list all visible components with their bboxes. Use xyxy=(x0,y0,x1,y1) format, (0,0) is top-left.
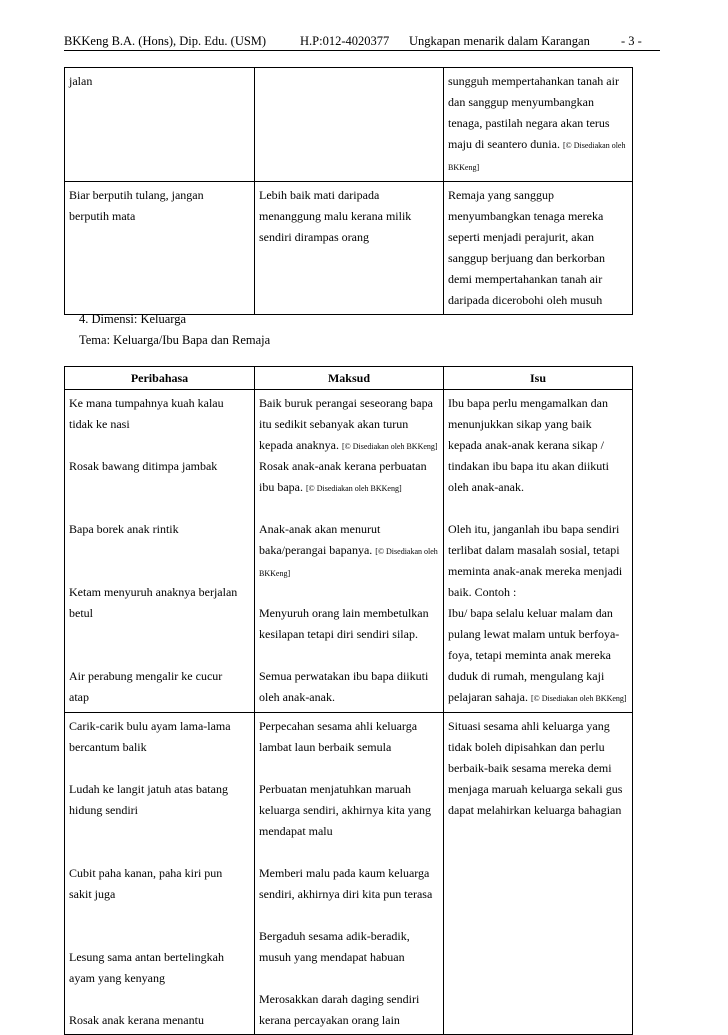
peribahasa-item: Carik-carik bulu ayam lama-lama bercantum balik xyxy=(69,719,231,754)
cell-peribahasa-group xyxy=(65,713,255,1035)
peribahasa-item: Air perabung mengalir ke cucur atap xyxy=(69,669,223,704)
cell-isu xyxy=(444,390,633,713)
header-page-number: - 3 - xyxy=(621,34,642,48)
table-header-row xyxy=(65,367,633,390)
copyright-note: [© Disediakan oleh BKKeng] xyxy=(341,442,438,451)
header-title: Ungkapan menarik dalam Karangan xyxy=(409,34,590,48)
maksud-item: Perbuatan menjatuhkan maruah keluarga sendiri, akhirnya kita yang mendapat malu xyxy=(259,782,432,838)
maksud-item xyxy=(259,393,439,456)
header-phone: H.P:012-4020377 xyxy=(300,34,390,48)
maksud-item xyxy=(259,456,439,519)
isu-paragraph: Ibu bapa perlu mengamalkan dan menunjukkan sikap yang baik kepada anak-anak kerana sikap / tindakan ibu bapa itu akan diikuti oleh anak-anak. xyxy=(448,396,609,494)
maksud-item: Perpecahan sesama ahli keluarga lambat laun berbaik semula xyxy=(259,719,418,754)
table-row xyxy=(65,68,633,182)
header-rule xyxy=(64,50,660,51)
maksud-item: Menyuruh orang lain membetulkan kesilapan tetapi diri sendiri silap. xyxy=(259,606,429,641)
peribahasa-item: Cubit paha kanan, paha kiri pun sakit juga xyxy=(69,866,223,901)
table-row xyxy=(65,713,633,1035)
peribahasa-item: Rosak anak kerana menantu xyxy=(69,1013,204,1027)
cell-maksud-group xyxy=(255,390,444,713)
cell-peribahasa-group xyxy=(65,390,255,713)
cell-maksud-group xyxy=(255,713,444,1035)
peribahasa-item: Bapa borek anak rintik xyxy=(69,522,179,536)
isu-paragraph xyxy=(448,519,628,709)
table-row xyxy=(65,390,633,713)
table-continued xyxy=(64,67,633,315)
maksud-item: Merosakkan darah daging sendiri kerana percayakan orang lain xyxy=(259,992,420,1027)
copyright-note: [© Disediakan oleh BKKeng] xyxy=(448,141,626,172)
maksud-item: Memberi malu pada kaum keluarga sendiri, akhirnya diri kita pun terasa xyxy=(259,866,433,901)
table-row xyxy=(65,182,633,315)
section-theme: Tema: Keluarga/Ibu Bapa dan Remaja xyxy=(79,333,271,347)
cell-peribahasa: Biar berputih tulang, jangan berputih mata xyxy=(65,182,255,315)
peribahasa-item: Ludah ke langit jatuh atas batang hidung sendiri xyxy=(69,782,228,817)
table-keluarga xyxy=(64,366,633,1035)
column-header-maksud: Maksud xyxy=(255,367,444,390)
maksud-text: Rosak anak-anak kerana perbuatan ibu bapa. xyxy=(259,459,427,494)
maksud-item xyxy=(259,519,439,603)
maksud-text: Baik buruk perangai seseorang bapa itu sedikit sebanyak akan turun kepada anaknya. xyxy=(259,396,433,452)
peribahasa-item: Rosak bawang ditimpa jambak xyxy=(69,459,218,473)
cell-isu xyxy=(444,68,633,182)
column-header-isu: Isu xyxy=(444,367,633,390)
cell-isu: Situasi sesama ahli keluarga yang tidak boleh dipisahkan dan perlu berbaik-baik sesama mereka demi menjaga maruah keluarga sekali gus dapat melahirkan keluarga bahagian xyxy=(444,713,633,1035)
cell-maksud xyxy=(255,68,444,182)
cell-peribahasa: jalan xyxy=(65,68,255,182)
cell-isu: Remaja yang sanggup menyumbangkan tenaga mereka seperti menjadi perajurit, akan sanggup berjuang dan berkorban demi mempertahankan tanah air daripada dicerobohi oleh musuh xyxy=(444,182,633,315)
column-header-peribahasa: Peribahasa xyxy=(65,367,255,390)
page-header xyxy=(0,0,728,56)
cell-maksud: Lebih baik mati daripada menanggung malu kerana milik sendiri dirampas orang xyxy=(255,182,444,315)
maksud-item: Semua perwatakan ibu bapa diikuti oleh anak-anak. xyxy=(259,669,429,704)
copyright-note: [© Disediakan oleh BKKeng] xyxy=(530,694,627,703)
peribahasa-item: Ke mana tumpahnya kuah kalau tidak ke nasi xyxy=(69,396,224,431)
maksud-text: Anak-anak akan menurut baka/perangai bapanya. xyxy=(259,522,381,557)
header-author: BKKeng B.A. (Hons), Dip. Edu. (USM) xyxy=(64,34,267,48)
maksud-item: Bergaduh sesama adik-beradik, musuh yang mendapat habuan xyxy=(259,929,410,964)
copyright-note: [© Disediakan oleh BKKeng] xyxy=(259,547,438,578)
peribahasa-item: Lesung sama antan bertelingkah ayam yang kenyang xyxy=(69,950,224,985)
isu-text: sungguh mempertahankan tanah air dan sanggup menyumbangkan tenaga, pastilah negara akan terus maju di seantero dunia. xyxy=(448,74,619,151)
section-dimension: 4. Dimensi: Keluarga xyxy=(79,312,187,326)
copyright-note: [© Disediakan oleh BKKeng] xyxy=(306,484,402,493)
peribahasa-item: Ketam menyuruh anaknya berjalan betul xyxy=(69,585,238,620)
isu-text: Oleh itu, janganlah ibu bapa sendiri terlibat dalam masalah sosial, tetapi meminta anak-anak mereka menjadi baik. Contoh : Ibu/ bapa selalu keluar malam dan pulang lewat malam untuk berfoya- foya, tetapi meminta anak mereka duduk di rumah, mengulang kaji pelajaran sahaja. xyxy=(448,522,623,704)
